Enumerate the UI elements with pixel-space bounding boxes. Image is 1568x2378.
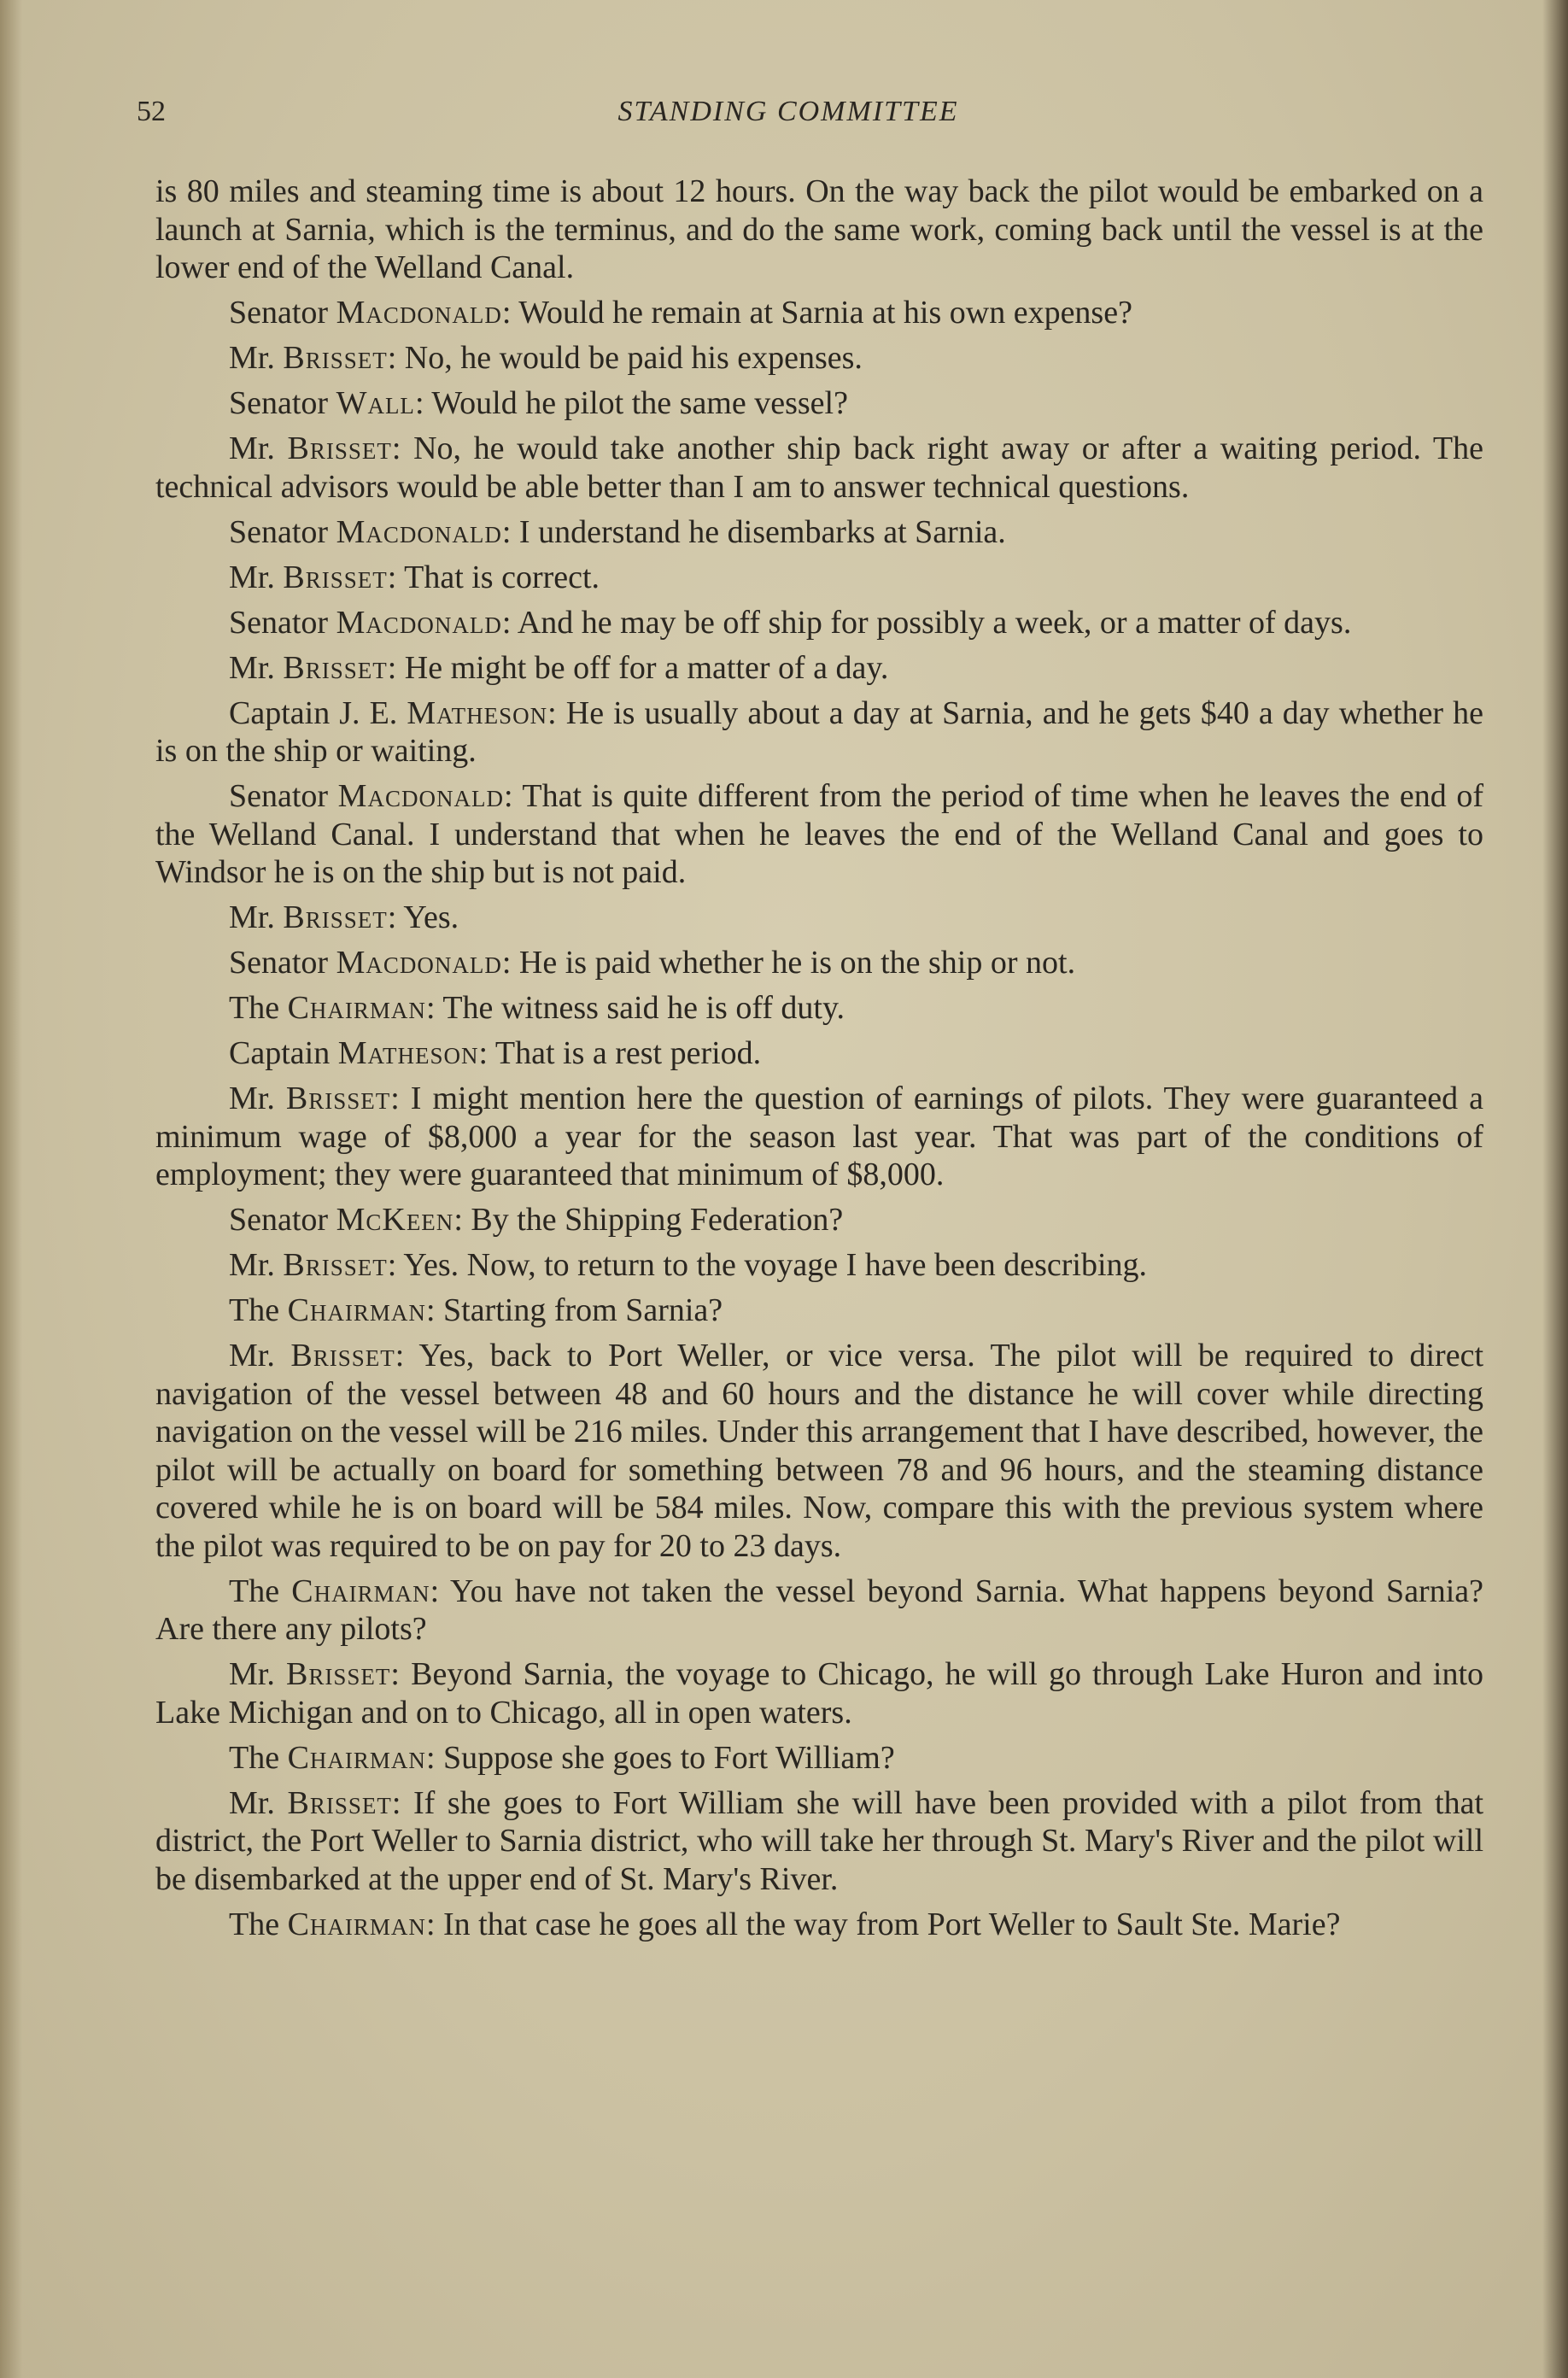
speaker-name: Chairman	[287, 1292, 426, 1328]
speech-text: He is usually about a day at Sarnia, and he gets $40 a day whether he is on the ship or waiting.	[155, 694, 1484, 769]
speech-text: The witness said he is off duty.	[442, 990, 845, 1026]
speaker-name: Chairman	[291, 1573, 430, 1609]
page-number: 52	[137, 96, 166, 127]
speech-text: He is paid whether he is on the ship or not.	[518, 945, 1076, 981]
speaker-name: Brisset	[287, 1784, 392, 1821]
transcript-paragraph: Mr. Brisset: Yes, back to Port Weller, or vice versa. The pilot will be required to direct navigation of the vessel between 48 and 60 hours and the distance he will cover while directing navigation on the vessel will be 216 miles. Under this arrangement that I have described, however, the pilot will be actually on board for something between 78 and 96 hours, and the steaming distance covered while he is on board will be 584 miles. Now, compare this with the previous system where the pilot was required to be on pay for 20 to 23 days.	[155, 1338, 1483, 1564]
speaker-title: Senator	[229, 513, 329, 550]
speaker-title: Mr.	[229, 1338, 275, 1374]
speaker-name: Macdonald	[336, 945, 502, 981]
speech-text: That is a rest period.	[494, 1035, 762, 1071]
speaker-title: Mr.	[229, 559, 275, 595]
page-edge-shadow-left	[0, 0, 22, 2378]
speaker-title: The	[229, 1739, 280, 1776]
transcript-paragraph: Captain J. E. Matheson: He is usually about a day at Sarnia, and he gets $40 a day whether he is on the ship or waiting.	[155, 694, 1484, 769]
transcript-body	[155, 173, 1483, 1951]
speaker-name: Macdonald	[336, 604, 502, 641]
speaker-title: The	[229, 1573, 280, 1609]
speaker-title: The	[229, 1906, 280, 1942]
speaker-title: Senator	[229, 778, 329, 814]
transcript-paragraph: Captain Matheson: That is a rest period.	[229, 1035, 762, 1071]
speaker-name: Chairman	[287, 1906, 426, 1942]
running-head: STANDING COMMITTEE	[617, 96, 959, 127]
transcript-paragraph: The Chairman: Suppose she goes to Fort William?	[229, 1739, 895, 1776]
speech-text: Yes.	[403, 899, 459, 935]
transcript-paragraph: Senator Macdonald: And he may be off ship for possibly a week, or a matter of days.	[229, 604, 1352, 641]
speech-text: Suppose she goes to Fort William?	[443, 1739, 895, 1776]
speaker-title: Mr.	[229, 340, 275, 376]
speaker-name: Wall	[336, 385, 415, 421]
speaker-name: Matheson	[337, 1035, 479, 1071]
speaker-title: Captain J. E.	[229, 694, 398, 731]
transcript-paragraph: The Chairman: Starting from Sarnia?	[229, 1292, 723, 1328]
speaker-name: Macdonald	[336, 513, 502, 550]
speaker-name: Brisset	[283, 899, 388, 935]
transcript-paragraph: Senator Macdonald: I understand he disembarks at Sarnia.	[229, 513, 1006, 550]
transcript-paragraph: Senator Macdonald: That is quite different from the period of time when he leaves the end of the Welland Canal. I understand that when he leaves the end of the Welland Canal and goes to Windsor he is on the ship but is not paid.	[155, 778, 1484, 890]
speech-text: That is quite different from the period of time when he leaves the end of the Welland Canal. I understand that when he leaves the end of the Welland Canal and goes to Windsor he is on the ship but is not paid.	[155, 778, 1484, 890]
speech-text: I understand he disembarks at Sarnia.	[518, 513, 1006, 550]
speaker-title: Mr.	[229, 1784, 275, 1821]
transcript-paragraph: Mr. Brisset: Yes. Now, to return to the voyage I have been describing.	[229, 1247, 1148, 1283]
transcript-paragraph	[155, 173, 1483, 287]
speaker-title: Mr.	[229, 430, 275, 466]
speech-text: Would he pilot the same vessel?	[431, 385, 848, 421]
transcript-paragraph: Mr. Brisset: I might mention here the question of earnings of pilots. They were guaranteed a minimum wage of $8,000 a year for the season last year. That was part of the conditions of employment; they were guaranteed that minimum of $8,000.	[155, 1081, 1483, 1192]
speaker-title: Mr.	[229, 1656, 275, 1692]
transcript-paragraph: Mr. Brisset: No, he would take another ship back right away or after a waiting period. The technical advisors would be able better than I am to answer technical questions.	[155, 430, 1484, 505]
speech-text: And he may be off ship for possibly a week, or a matter of days.	[517, 604, 1352, 641]
transcript-paragraph: Senator Wall: Would he pilot the same vessel?	[229, 385, 848, 421]
speech-text: He might be off for a matter of a day.	[404, 649, 889, 686]
speech-text: By the Shipping Federation?	[471, 1202, 844, 1238]
speech-text: I might mention here the question of earnings of pilots. They were guaranteed a minimum wage of $8,000 a year for the season last year. That was part of the conditions of employment; they were guaranteed that minimum of $8,000.	[155, 1081, 1483, 1192]
speech-text: If she goes to Fort William she will have been provided with a pilot from that district, the Port Weller to Sarnia district, who will take her through St. Mary's River and the pilot will be disembarked at the upper end of St. Mary's River.	[155, 1784, 1484, 1897]
speaker-name: Brisset	[286, 1656, 391, 1692]
speaker-title: Senator	[229, 604, 329, 641]
transcript-paragraph: Mr. Brisset: If she goes to Fort William she will have been provided with a pilot from that district, the Port Weller to Sarnia district, who will take her through St. Mary's River and the pilot will be disembarked at the upper end of St. Mary's River.	[155, 1784, 1484, 1897]
transcript-paragraph: The Chairman: The witness said he is off duty.	[229, 990, 845, 1026]
speaker-title: Senator	[229, 1202, 329, 1238]
speech-text: In that case he goes all the way from Port Weller to Sault Ste. Marie?	[443, 1906, 1341, 1942]
speaker-title: The	[229, 1292, 280, 1328]
speaker-name: Chairman	[287, 1739, 426, 1776]
speaker-name: Brisset	[283, 559, 388, 595]
speech-text: Yes, back to Port Weller, or vice versa. The pilot will be required to direct navigation of the vessel between 48 and 60 hours and the distance he will cover while directing navigation on the vessel will be 216 miles. Under this arrangement that I have described, however, the pilot will be actually on board for something between 78 and 96 hours, and the steaming distance covered while he is on board will be 584 miles. Now, compare this with the previous system where the pilot was required to be on pay for 20 to 23 days.	[155, 1338, 1483, 1564]
speaker-name: Brisset	[287, 430, 392, 466]
speaker-name: Macdonald	[336, 295, 502, 331]
speaker-title: Captain	[229, 1035, 331, 1071]
transcript-paragraph: Mr. Brisset: He might be off for a matter of a day.	[229, 649, 889, 686]
speech-text: No, he would take another ship back right away or after a waiting period. The technical advisors would be able better than I am to answer technical questions.	[155, 430, 1484, 505]
transcript-paragraph: Senator McKeen: By the Shipping Federation?	[229, 1202, 844, 1238]
speech-text: You have not taken the vessel beyond Sarnia. What happens beyond Sarnia? Are there any pilots?	[155, 1573, 1484, 1647]
transcript-paragraph: Mr. Brisset: Yes.	[229, 899, 459, 935]
transcript-paragraph: The Chairman: You have not taken the vessel beyond Sarnia. What happens beyond Sarnia? Are there any pilots?	[155, 1573, 1484, 1647]
transcript-paragraph: Senator Macdonald: He is paid whether he is on the ship or not.	[229, 945, 1076, 981]
speaker-title: Senator	[229, 295, 329, 331]
speaker-name: Brisset	[285, 1081, 391, 1116]
speaker-name: Chairman	[287, 990, 426, 1026]
speech-text: is 80 miles and steaming time is about 12 hours. On the way back the pilot would be embarked on a launch at Sarnia, which is the terminus, and do the same work, coming back until the vessel is at the lower end of the Welland Canal.	[155, 173, 1483, 285]
speaker-name: Brisset	[283, 340, 388, 376]
speaker-name: Matheson	[407, 694, 548, 731]
speech-text: Beyond Sarnia, the voyage to Chicago, he will go through Lake Huron and into Lake Michigan and on to Chicago, all in open waters.	[155, 1656, 1483, 1731]
speaker-name: Brisset	[290, 1338, 395, 1374]
speaker-title: Senator	[229, 945, 329, 981]
speaker-name: Brisset	[283, 649, 388, 686]
speech-text: Starting from Sarnia?	[443, 1292, 723, 1328]
transcript-paragraph: Senator Macdonald: Would he remain at Sarnia at his own expense?	[229, 295, 1132, 331]
speaker-title: Mr.	[229, 1247, 275, 1283]
speaker-name: McKeen	[336, 1202, 454, 1238]
speaker-title: Mr.	[229, 899, 275, 935]
transcript-paragraph: Mr. Brisset: Beyond Sarnia, the voyage to Chicago, he will go through Lake Huron and into Lake Michigan and on to Chicago, all in open waters.	[155, 1656, 1483, 1731]
speaker-name: Brisset	[283, 1247, 388, 1283]
speaker-title: Senator	[229, 385, 329, 421]
speaker-title: The	[229, 990, 280, 1026]
speech-text: No, he would be paid his expenses.	[404, 340, 863, 376]
speaker-name: Macdonald	[337, 778, 504, 814]
transcript-paragraph: The Chairman: In that case he goes all the way from Port Weller to Sault Ste. Marie?	[229, 1906, 1341, 1942]
speaker-title: Mr.	[229, 649, 275, 686]
transcript-paragraph: Mr. Brisset: No, he would be paid his expenses.	[229, 340, 863, 376]
speaker-title: Mr.	[229, 1081, 275, 1116]
speech-text: That is correct.	[404, 559, 600, 595]
transcript-paragraph: Mr. Brisset: That is correct.	[229, 559, 600, 595]
speech-text: Would he remain at Sarnia at his own expense?	[518, 295, 1132, 331]
page-edge-shadow-right	[1542, 0, 1568, 2378]
speech-text: Yes. Now, to return to the voyage I have been describing.	[403, 1247, 1148, 1283]
page-header	[137, 96, 1440, 138]
